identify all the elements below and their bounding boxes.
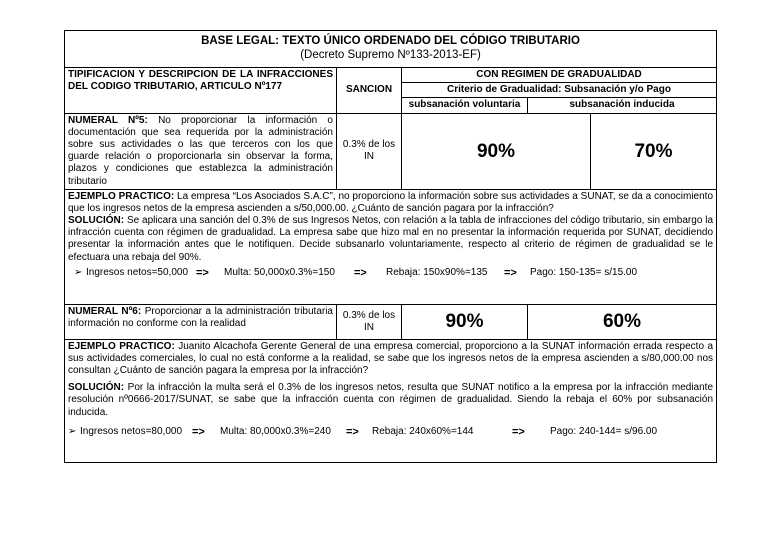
bullet-arrow-icon: ➢ xyxy=(74,267,83,279)
numeral-5-voluntaria: 90% xyxy=(402,113,591,189)
calc-2-multa: Multa: 80,000x0.3%=240 xyxy=(220,426,331,438)
numeral-5-inducida: 70% xyxy=(591,113,717,189)
calc-1-pago: Pago: 150-135= s/15.00 xyxy=(530,267,638,279)
ejemplo-2-label: EJEMPLO PRACTICO: xyxy=(68,340,175,352)
solucion-2-label: SOLUCIÓN: xyxy=(68,382,125,394)
criterio-header: Criterio de Gradualidad: Subsanación y/o Pago xyxy=(402,83,717,98)
calc-1-rebaja: Rebaja: 150x90%=135 xyxy=(386,267,488,279)
calc-2-arrow-3: => xyxy=(512,425,525,438)
ejemplo-2-text: Juanito Alcachofa Gerente General de una empresa comercial, proporciono a la SUNAT información errada respecto a sus actividades comerciales, lo cual no está conforme a la realidad, se sabe que los ingresos netos de la empresa ascienden a s/80,000.00 nos consultan ¿Cuánto de sanción pagara la empresa por la infracción? xyxy=(68,340,714,377)
ejemplo-1-label: EJEMPLO PRACTICO: xyxy=(68,190,175,202)
calc-1-arrow-2: => xyxy=(354,266,367,279)
numeral-6-row xyxy=(65,304,717,339)
ejemplo-2-statement xyxy=(68,341,713,378)
tipificacion-header: TIPIFICACION Y DESCRIPCION DE LA INFRACCIONES DEL CODIGO TRIBUTARIO, ARTICULO Nº177 xyxy=(65,68,337,114)
regimen-header: CON REGIMEN DE GRADUALIDAD xyxy=(402,68,717,83)
numeral-6-sancion: 0.3% de los IN xyxy=(337,304,402,339)
solucion-2-text: Por la infracción la multa será el 0.3% de los ingresos netos, resulta que SUNAT notifico a la empresa por la infracción mediante resolución nº0666-2017/SUNAT, se sabe que la infracción cuenta con régimen de gradualidad. Siendo la rebaja el 60% por subsanación inducida. xyxy=(68,382,714,418)
numeral-6-inducida: 60% xyxy=(528,304,717,339)
numeral-6-description: Proporcionar a la administración tributaria información no conforme con la realidad xyxy=(68,305,333,329)
inducida-header: subsanación inducida xyxy=(528,98,717,113)
calc-1-multa: Multa: 50,000x0.3%=150 xyxy=(224,267,335,279)
calc-1-arrow-3: => xyxy=(504,266,517,279)
solucion-1-label: SOLUCIÓN: xyxy=(68,215,125,227)
numeral-6-description-cell xyxy=(65,304,337,339)
calc-2-pago: Pago: 240-144= s/96.00 xyxy=(550,426,658,438)
sancion-header: SANCION xyxy=(337,68,402,114)
calc-2-ingresos: Ingresos netos=80,000 xyxy=(80,426,183,438)
voluntaria-header: subsanación voluntaria xyxy=(402,98,528,113)
ejemplo-1-text: La empresa “Los Asociados S.A.C”, no proporciono la información sobre sus actividades a SUNAT, se da a conocimiento que los ingresos netos de la empresa ascienden a s/50,000.00. ¿Cuánto de sanción pagara por la infracción? xyxy=(68,190,714,214)
ejemplo-1-cell xyxy=(65,189,717,304)
ejemplo-1-row xyxy=(65,189,717,304)
ejemplo-2-cell xyxy=(65,339,717,462)
numeral-6-voluntaria: 90% xyxy=(402,304,528,339)
infractions-table xyxy=(64,30,717,463)
document-subtitle: (Decreto Supremo Nº133-2013-EF) xyxy=(300,49,481,62)
calc-1-arrow-1: => xyxy=(196,266,209,279)
calc-line-1 xyxy=(68,267,713,280)
ejemplo-2-row xyxy=(65,339,717,462)
calc-2-arrow-1: => xyxy=(192,425,205,438)
calc-line-2 xyxy=(68,426,713,439)
calc-2-rebaja: Rebaja: 240x60%=144 xyxy=(372,426,474,438)
ejemplo-1-solution xyxy=(68,215,713,264)
numeral-5-description-cell xyxy=(65,113,337,189)
calc-1-ingresos: Ingresos netos=50,000 xyxy=(86,267,189,279)
ejemplo-2-solution xyxy=(68,382,713,419)
column-header-row-1 xyxy=(65,68,717,83)
bullet-arrow-icon: ➢ xyxy=(68,426,77,438)
calc-2-arrow-2: => xyxy=(346,425,359,438)
ejemplo-1-statement xyxy=(68,191,713,215)
numeral-5-description: No proporcionar la información o documentación que sea requerida por la administración sobre sus actividades o las que terceros con los que guarde relación o proporcionarla sin observar la forma, plazos y condiciones que establezca la administración tributario xyxy=(68,114,333,187)
numeral-5-label: NUMERAL Nº5: xyxy=(68,114,148,126)
header-cell xyxy=(65,31,717,68)
numeral-6-label: NUMERAL Nº6: xyxy=(68,305,142,317)
numeral-5-sancion: 0.3% de los IN xyxy=(337,113,402,189)
solucion-1-text: Se aplicara una sanción del 0.3% de sus Ingresos Netos, con relación a la tabla de infracciones del código tributario, sin embargo la infracción cuenta con régimen de gradualidad. La empresa sabe que hizo mal en no presentar la información requerida por SUNAT, decidiendo presentar la información antes que le notifiquen. Decide subsanarlo voluntariamente, respecto al criterio de régimen de gradualidad se le efectuara una rebaja del 90%. xyxy=(68,215,714,263)
numeral-5-row xyxy=(65,113,717,189)
document-title: BASE LEGAL: TEXTO ÚNICO ORDENADO DEL CÓDIGO TRIBUTARIO xyxy=(201,35,580,47)
header-row xyxy=(65,31,717,68)
